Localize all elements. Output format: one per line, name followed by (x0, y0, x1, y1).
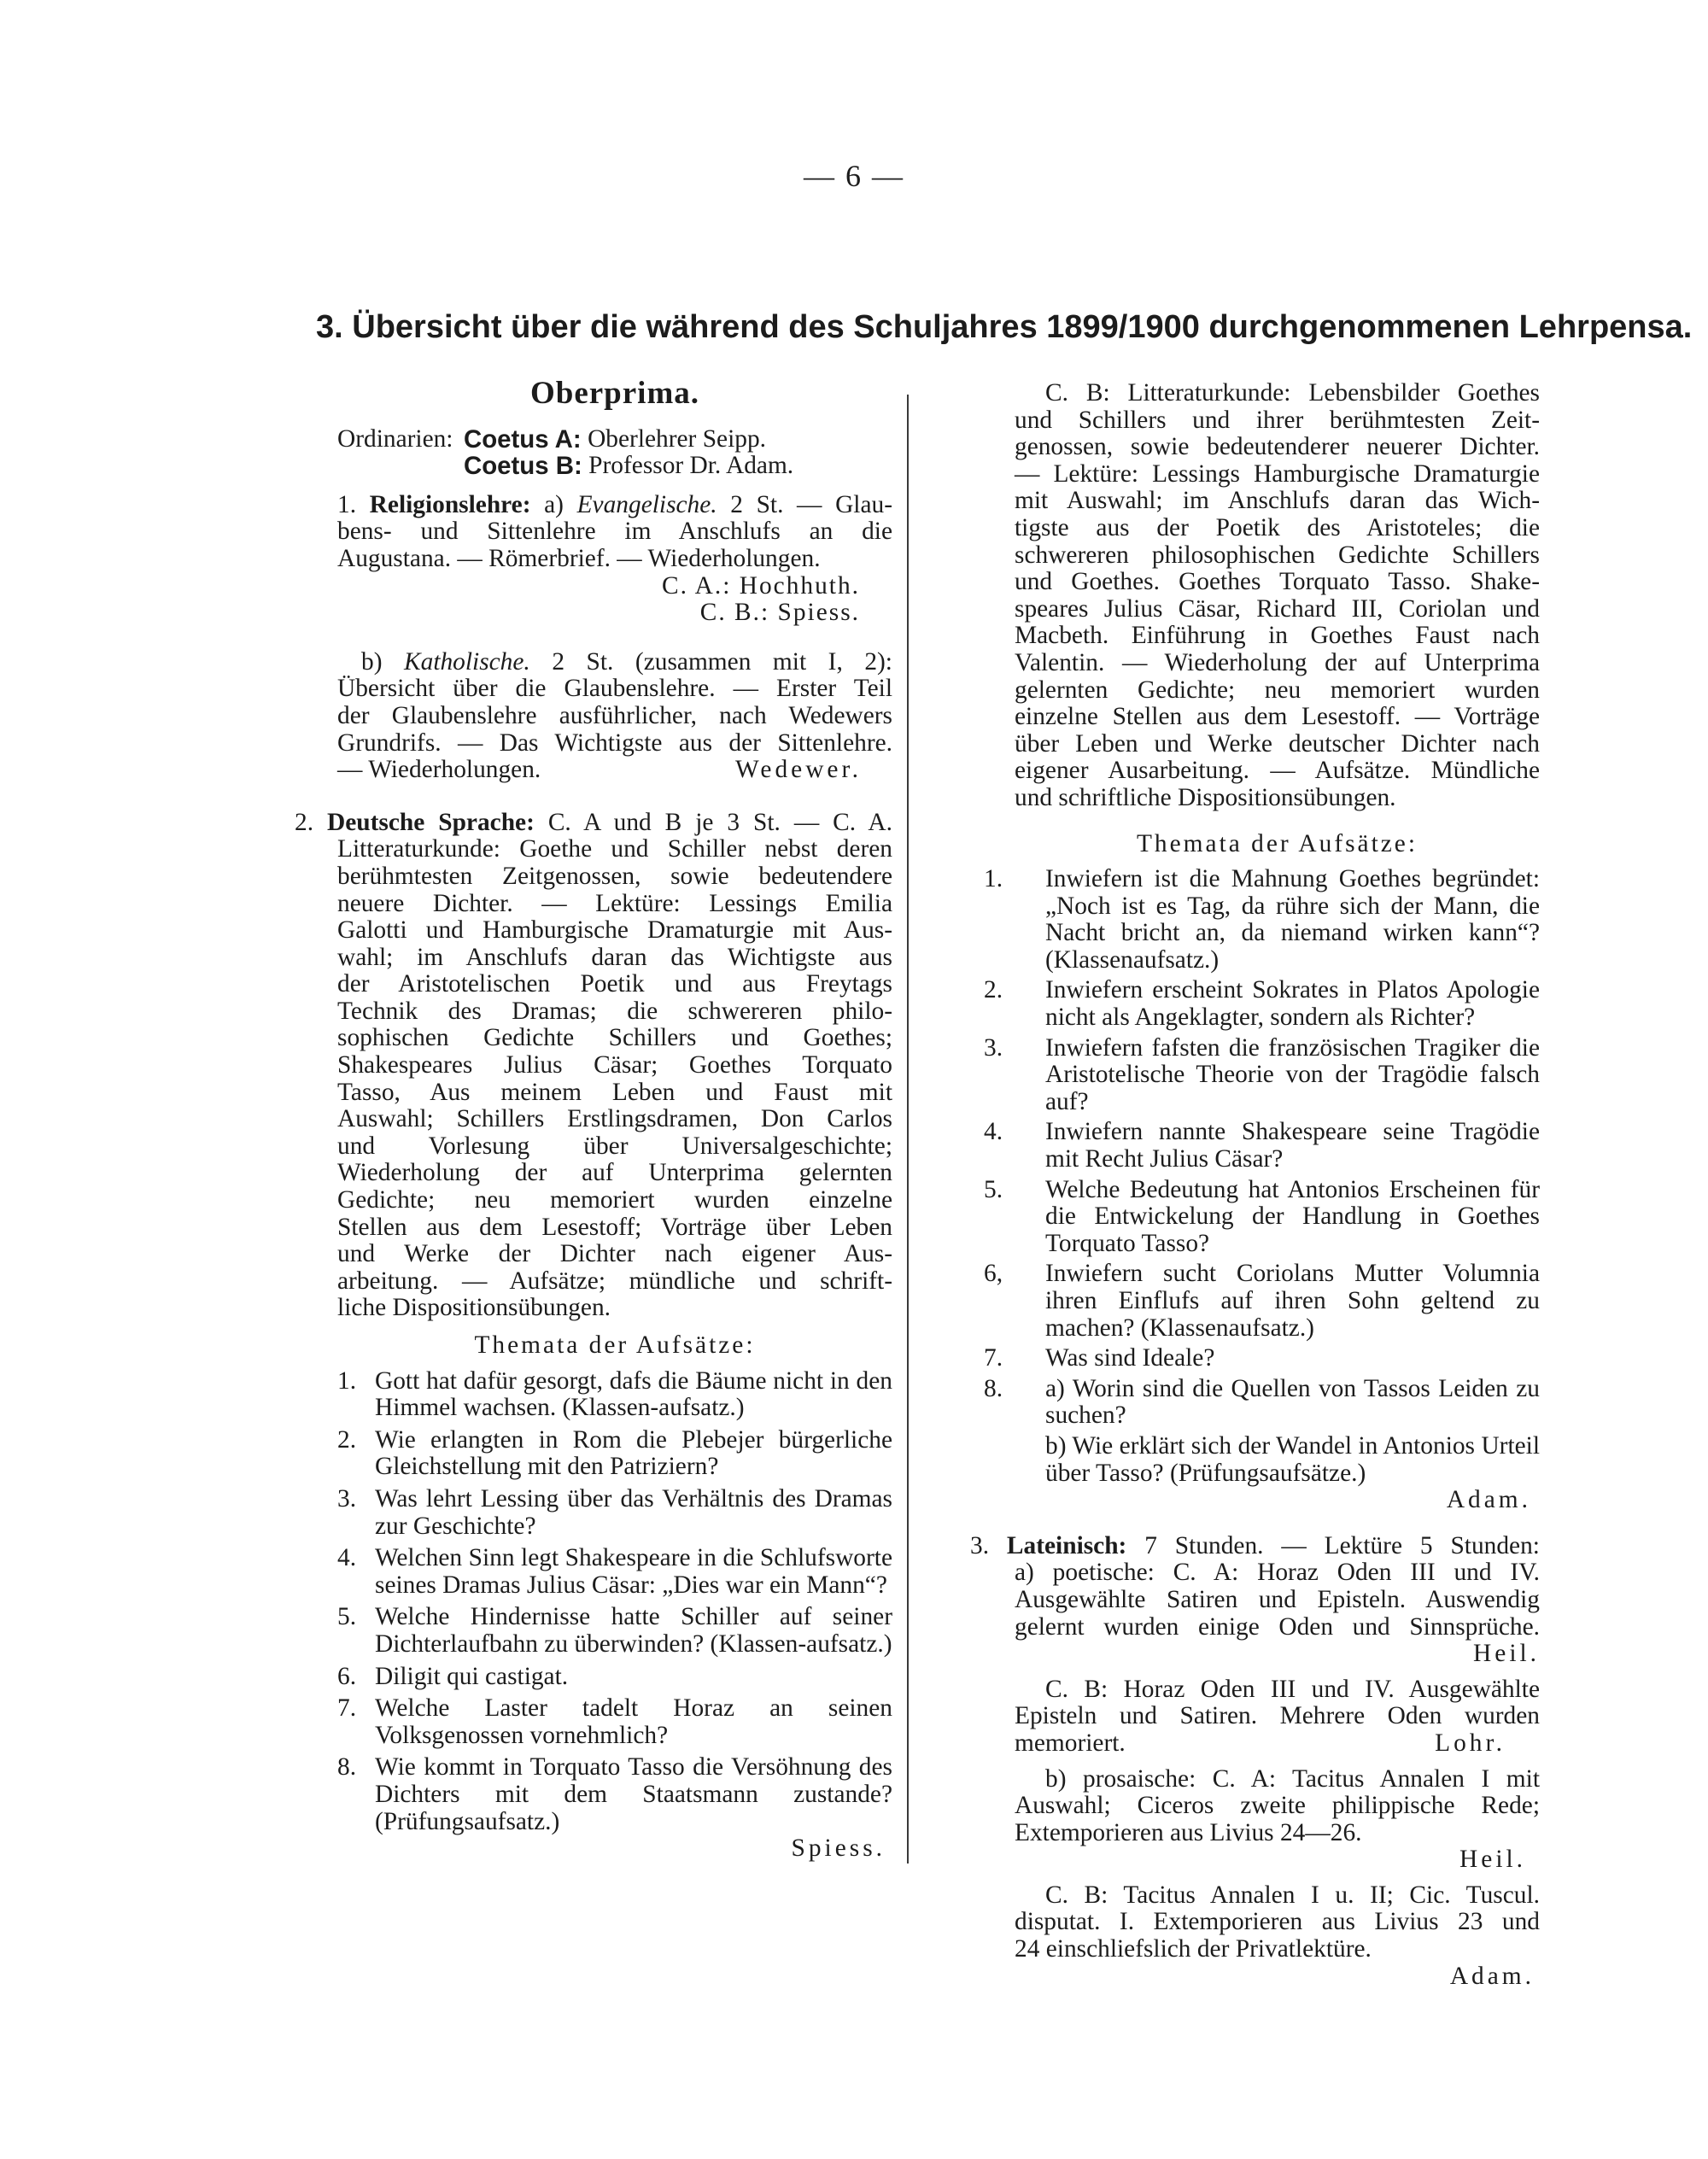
teacher-name: C. B.: Spiess. (699, 599, 860, 627)
teacher-name: Heil. (1473, 1640, 1540, 1668)
left-column (295, 376, 892, 1863)
text-line: berühmtesten Zeitgenossen, sowie bedeutendere (337, 862, 892, 890)
section-heading: 3. Übersicht über die während des Schuljahres 1899/1900 durchgenommenen Lehrpensa. (316, 309, 1693, 345)
text-line: C. B: Tacitus Annalen I u. II; Cic. Tuscul. (1045, 1881, 1540, 1909)
coetus-a-text: Oberlehrer Seipp. (588, 424, 766, 453)
ordinarien-label: Ordinarien: (337, 424, 453, 453)
teacher-name: Lohr. (1435, 1729, 1506, 1757)
text-line: mit Auswahl; im Anschlufs daran das Wich- (1015, 487, 1540, 515)
text-line: neuere Dichter. — Lektüre: Lessings Emilia (337, 889, 892, 917)
text-line: der Aristotelischen Poetik und aus Freytags (337, 970, 892, 998)
text-line: Litteraturkunde: Goethe und Schiller nebst deren (337, 835, 892, 863)
text-line: Auswahl; Schillers Erstlingsdramen, Don Carlos (337, 1105, 892, 1133)
text-line: Episteln und Satiren. Mehrere Oden wurden (1015, 1702, 1540, 1730)
teacher-name: Adam. (1449, 1962, 1535, 1990)
text-line: Galotti und Hamburgische Dramaturgie mit Aus- (337, 916, 892, 945)
text-line: Grundrifs. — Das Wichtigste aus der Sittenlehre. (337, 728, 892, 757)
list-item: 6, Inwiefern sucht Coriolans Mutter Volumnia ihren Einflufs auf ihren Sohn geltend zu machen? (Klassenaufsatz.) (984, 1260, 1540, 1342)
list-item: 3. Inwiefern fafsten die französischen Tragiker die Aristotelische Theorie von der Tragödie falsch auf? (984, 1033, 1540, 1115)
text-line: Augustana. — Römerbrief. — Wiederholungen. (337, 544, 821, 572)
text-line: und Werke der Dichter nach eigener Aus- (337, 1240, 892, 1268)
text-line: eigener Ausarbeitung. — Aufsätze. Mündliche (1015, 757, 1540, 785)
text-line: Tasso, Aus meinem Leben und Faust mit (337, 1078, 892, 1106)
column-divider (907, 395, 909, 1864)
deutsch-first-line: 2. Deutsche Sprache: C. A und B je 3 St. — C. A. (295, 808, 892, 836)
list-item: 4. Welchen Sinn legt Shakespeare in die Schlufsworte seines Dramas Julius Cäsar: „Dies war ein Mann“? (337, 1544, 892, 1599)
themata-list (337, 1368, 892, 1836)
text-line: Valentin. — Wiederholung der auf Unterprima (1015, 648, 1540, 676)
list-item: 2. Wie erlangten in Rom die Plebejer bürgerliche Gleichstellung mit den Patriziern? (337, 1425, 892, 1481)
text-line: und Schillers und ihrer berühmtesten Zeit- (1015, 406, 1540, 434)
list-item: b) Wie erklärt sich der Wandel in Antonios Urteil über Tasso? (Prüfungsaufsätze.) (1045, 1431, 1540, 1487)
latein-section (970, 1531, 1540, 1991)
teacher-name: Wedewer. (735, 756, 862, 784)
latein-first-line: 3. Lateinisch: 7 Stunden. — Lektüre 5 Stunden: (970, 1531, 1540, 1559)
text-line: Auswahl; Ciceros zweite philippische Rede; (1015, 1792, 1540, 1820)
latein-title: Lateinisch: (1006, 1531, 1127, 1559)
religion-first-line: 1. Religionslehre: a) Evangelische. 2 St. — Glau- (337, 490, 892, 518)
text-line: der Glaubenslehre ausführlicher, nach Wedewers (337, 701, 892, 729)
themata-heading: Themata der Aufsätze: (474, 1331, 756, 1359)
coetus-b-text: Professor Dr. Adam. (588, 452, 794, 480)
text-line: — Lektüre: Lessings Hamburgische Dramaturgie (1015, 459, 1540, 488)
text-line: liche Dispositionsübungen. (337, 1294, 611, 1322)
deutsch-section (295, 808, 892, 1863)
text-line: Macbeth. Einführung in Goethes Faust nach (1015, 622, 1540, 650)
text-line: disputat. I. Extemporieren aus Livius 23 und (1015, 1908, 1540, 1936)
text-line: a) poetische: C. A: Horaz Oden III und IV. (1015, 1559, 1540, 1587)
list-item: 6. Diligit qui castigat. (337, 1662, 569, 1690)
list-item: 5. Welche Bedeutung hat Antonios Erscheinen für die Entwickelung der Handlung in Goethes Torquato Tasso? (984, 1175, 1540, 1257)
list-item: 4. Inwiefern nannte Shakespeare seine Tragödie mit Recht Julius Cäsar? (984, 1118, 1540, 1173)
text-line: und schriftliche Dispositionsübungen. (1015, 783, 1396, 811)
text-line: memoriert. Lohr. (1015, 1730, 1540, 1758)
text-line: Übersicht über die Glaubenslehre. — Erster Teil (337, 675, 892, 703)
teacher-name: Adam. (1446, 1486, 1531, 1514)
text-line: Stellen aus dem Lesestoff; Vorträge über Leben (337, 1213, 892, 1241)
text-line: und Vorlesung über Universalgeschichte; (337, 1132, 892, 1160)
religion-section (337, 492, 892, 784)
text-line: und Goethes. Goethes Torquato Tasso. Shake- (1015, 568, 1540, 596)
coetus-b-label: Coetus B: (464, 452, 582, 481)
teacher-name: Heil. (1459, 1846, 1526, 1874)
text-line: 24 einschliefslich der Privatlektüre. (1015, 1935, 1372, 1963)
list-item: 8. Wie kommt in Torquato Tasso die Versöhnung des Dichters mit dem Staatsmann zustande? (Prüfungsaufsatz.) (337, 1753, 892, 1835)
ordinarien-b (337, 453, 892, 480)
text-line: b) prosaische: C. A: Tacitus Annalen I mit (1045, 1764, 1540, 1793)
religion-title: Religionslehre: (369, 490, 531, 518)
text-line: C. B: Horaz Oden III und IV. Ausgewählte (1045, 1675, 1540, 1703)
text-line: tigste aus der Poetik des Aristoteles; die (1015, 513, 1540, 541)
text-line: sophischen Gedichte Schillers und Goethes; (337, 1024, 892, 1052)
text-line: schwereren philosophischen Gedichte Schillers (1015, 541, 1540, 569)
religion-b-first-line: b) Katholische. 2 St. (zusammen mit I, 2): (361, 647, 892, 676)
text-line: gelernt wurden einige Oden und Sinnsprüche. (1015, 1612, 1540, 1641)
text-line: genossen, sowie bedeutenderer neuerer Dichter. (1015, 433, 1540, 461)
text-line: über Leben und Werke deutscher Dichter nach (1015, 729, 1540, 758)
themata-heading: Themata der Aufsätze: (1136, 829, 1418, 857)
text-line: einzelne Stellen aus dem Lesestoff. — Vorträge (1015, 703, 1540, 731)
list-item: 1. Inwiefern ist die Mahnung Goethes begründet: „Noch ist es Tag, da rühre sich der Mann, die Nacht bricht an, da niemand wirken kann“? (Klassenaufsatz.) (984, 865, 1540, 974)
text-line: speares Julius Cäsar, Richard III, Coriolan und (1015, 594, 1540, 623)
list-item: 2. Inwiefern erscheint Sokrates in Platos Apologie nicht als Angeklagter, sondern als Richter? (984, 976, 1540, 1032)
text-line: Extemporieren aus Livius 24—26. (1015, 1818, 1362, 1846)
list-item: 8. a) Worin sind die Quellen von Tassos Leiden zu suchen? (984, 1374, 1540, 1430)
list-item: 1. Gott hat dafür gesorgt, dafs die Bäume nicht in den Himmel wachsen. (Klassen-aufsatz.) (337, 1366, 892, 1422)
text-line: Shakespeares Julius Cäsar; Goethes Torquato (337, 1051, 892, 1080)
text-line: — Wiederholungen. Wedewer. (337, 757, 892, 784)
page-number: — 6 — (804, 159, 904, 193)
teacher-name: C. A.: Hochhuth. (661, 571, 860, 600)
text-line: arbeitung. — Aufsätze; mündliche und schrift- (337, 1267, 892, 1295)
text-line: Technik des Dramas; die schwereren philo- (337, 997, 892, 1025)
text-line: bens- und Sittenlehre im Anschlufs an die (337, 518, 892, 546)
text-line: Wiederholung der auf Unterprima gelernten (337, 1159, 892, 1187)
class-title: Oberprima. (529, 376, 700, 411)
text-line: wahl; im Anschlufs daran das Wichtigste aus (337, 943, 892, 971)
teacher-name: Spiess. (791, 1834, 886, 1863)
list-item: 5. Welche Hindernisse hatte Schiller auf seiner Dichterlaufbahn zu überwinden? (Klassen-aufsatz.) (337, 1603, 892, 1658)
text-line: gelernten Gedichte; neu memoriert wurden (1015, 676, 1540, 704)
themata-list (984, 866, 1540, 1487)
coetus-a-label: Coetus A: (464, 424, 582, 453)
ordinarien-a (337, 426, 892, 453)
text-line: Ausgewählte Satiren und Episteln. Auswendig (1015, 1585, 1540, 1613)
text-line: Gedichte; neu memoriert wurden einzelne (337, 1186, 892, 1214)
list-item: 3. Was lehrt Lessing über das Verhältnis des Dramas zur Geschichte? (337, 1484, 892, 1540)
list-item: 7. Welche Laster tadelt Horaz an seinen Volksgenossen vornehmlich? (337, 1694, 892, 1749)
text-line: C. B: Litteraturkunde: Lebensbilder Goethes (1045, 379, 1540, 407)
list-item: 7. Was sind Ideale? (984, 1344, 1215, 1372)
deutsch-title: Deutsche Sprache: (327, 808, 535, 836)
right-column (970, 379, 1540, 1990)
